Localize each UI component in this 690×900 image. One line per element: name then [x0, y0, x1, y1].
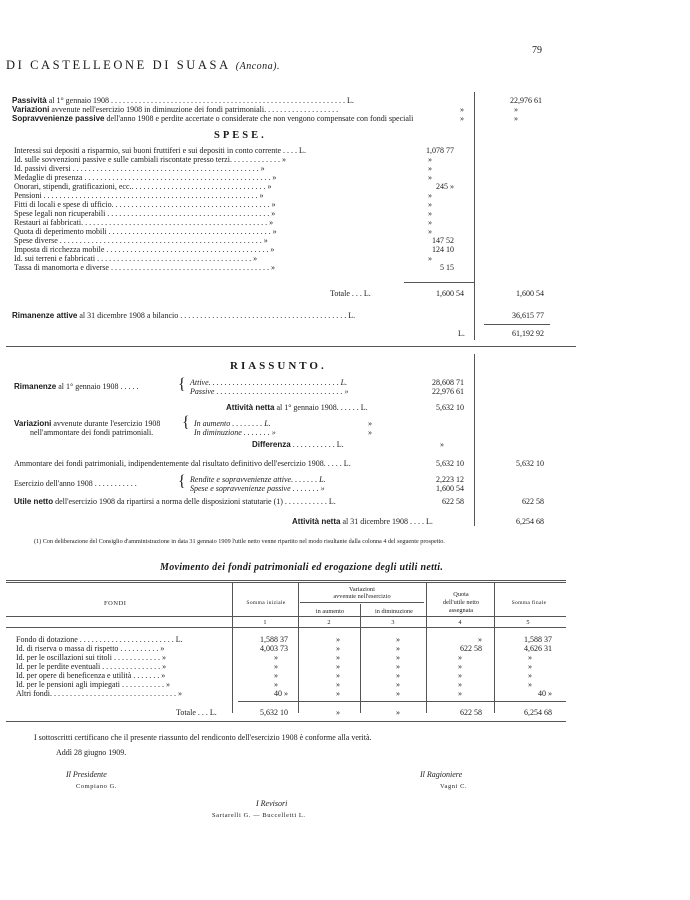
- th-variazioni: Variazioni: [349, 586, 375, 593]
- spese-row-value: 124 10: [432, 245, 454, 254]
- spese-totale-value: 1,600 54: [436, 289, 464, 298]
- table-rule-bottom: [6, 721, 566, 722]
- cell-c2: »: [336, 644, 340, 653]
- revisori-title: I Revisori: [256, 799, 288, 808]
- table-row: [16, 644, 566, 653]
- riass-passive-value: 22,976 61: [432, 387, 464, 396]
- header-title: DI CASTELLEONE DI SUASA: [6, 58, 231, 72]
- cell-c3: »: [396, 644, 400, 653]
- movimento-heading: Movimento dei fondi patrimoniali ed erogazione degli utili netti.: [160, 562, 444, 573]
- table-row: [16, 635, 566, 644]
- footnote: (1) Con deliberazione del Consiglio d'amministrazione in data 31 gennaio 1909 l'utile netto venne ripartito nel modo risultante dalla colonna 4 del seguente prospetto.: [34, 538, 445, 545]
- riass-variazioni-text2: nell'ammontare dei fondi patrimoniali.: [30, 428, 154, 437]
- th-in-aumento: in aumento: [315, 608, 345, 615]
- spese-row-label: Id. sui terreni e fabbricati . . . . . . . . . . . . . . . . . . . . . . . . . . . . . . . . . . . . . . . »: [14, 254, 258, 263]
- passivita-line: [12, 96, 354, 105]
- riass-variazioni-line: [14, 419, 160, 428]
- row-label: Id. per opere di beneficenza e utilità . . . . . . . »: [16, 671, 166, 680]
- row-label: Id. per le pensioni agli impiegati . . . . . . . . . . . »: [16, 680, 170, 689]
- spese-row: [14, 218, 476, 227]
- passivita-label: Passività: [12, 96, 47, 105]
- spese-row-value: »: [428, 164, 432, 173]
- cell-c4: 622 58: [460, 644, 482, 653]
- spese-row-value: 1,078 77: [426, 146, 454, 155]
- row-label: Id. per le perdite eventuali . . . . . . . . . . . . . . . »: [16, 662, 167, 671]
- th-quota-sub2: assegnata: [448, 607, 474, 614]
- cell-c4: »: [458, 671, 462, 680]
- sopravvenienze-mark: »: [460, 114, 464, 123]
- variazioni-text: avvenute nell'esercizio 1908 in diminuzione dei fondi patrimoniali. . . . . . . . . . . . . . . . . . .: [49, 105, 339, 114]
- riass-variazioni-text1: avvenute durante l'esercizio 1908: [51, 419, 161, 428]
- spese-row-value: 147 52: [432, 236, 454, 245]
- utile-netto-right: 622 58: [522, 497, 544, 506]
- spese-row-value: »: [428, 209, 432, 218]
- cell-c4: »: [458, 662, 462, 671]
- riass-diminuzione-label: In diminuzione . . . . . . . »: [194, 428, 276, 437]
- th-somma-iniziale: Somma iniziale: [246, 600, 286, 606]
- cell-c4: »: [458, 653, 462, 662]
- differenza-line: [252, 440, 344, 449]
- table-header-rule: [300, 602, 424, 603]
- rimanenze-attive-line: [12, 311, 355, 320]
- spese-row: [14, 200, 476, 209]
- attivita-netta-1-value: 5,632 10: [436, 403, 464, 412]
- spese-row-value: »: [428, 155, 432, 164]
- riass-aumento-label: In aumento . . . . . . . . L.: [194, 419, 271, 428]
- col-num: 4: [458, 619, 462, 626]
- attivita-netta-1-text: al 1° gennaio 1908. . . . . . L.: [274, 403, 368, 412]
- spese-row-value: »: [428, 227, 432, 236]
- rimanenze-attive-value: 36,615 77: [512, 311, 544, 320]
- spese-row-label: Fitti di locali e spese di ufficio. . . . . . . . . . . . . . . . . . . . . . . . . . . . . . . . . . . . . . . . »: [14, 200, 276, 209]
- riass-attive: [190, 378, 347, 387]
- cell-c5: »: [528, 653, 532, 662]
- section-divider: [6, 346, 576, 347]
- table-row: [16, 689, 566, 698]
- table-totale-c2: »: [336, 708, 340, 717]
- cell-c2: »: [336, 689, 340, 698]
- row-label: Id. di riserva o massa di rispetto . . . . . . . . . . »: [16, 644, 165, 653]
- cell-c3: »: [396, 635, 400, 644]
- th-quota-sub: dell'utile netto: [443, 599, 479, 606]
- spese-row-label: Pensioni . . . . . . . . . . . . . . . . . . . . . . . . . . . . . . . . . . . . . . . . . . . . . . . . . . . . . . »: [14, 191, 264, 200]
- utile-netto-line: [14, 497, 336, 506]
- total-rule: [484, 324, 550, 325]
- riass-passive-label: Passive . . . . . . . . . . . . . . . . . . . . . . . . . . . . . . . . »: [190, 387, 349, 396]
- passivita-text: al 1° gennaio 1908 . . . . . . . . . . . . . . . . . . . . . . . . . . . . . . . . . . . . . . . . . . . . . . . . . . . . . . . . . . . L.: [46, 96, 354, 105]
- col-num: 3: [391, 619, 395, 626]
- rimanenze-attive-text: al 31 dicembre 1908 a bilancio . . . . . . . . . . . . . . . . . . . . . . . . . . . . . . . . . . . . . . . . . . L.: [77, 311, 356, 320]
- cell-c1: »: [274, 680, 278, 689]
- table-rule: [6, 627, 566, 628]
- spese-row-label: Interessi sui depositi a risparmio, sui buoni fruttiferi e sui depositi in conto corrente . . . . L.: [14, 146, 306, 155]
- ragioniere-title: Il Ragioniere: [420, 770, 463, 779]
- subtotal-rule: [404, 282, 474, 283]
- cell-c1: »: [274, 662, 278, 671]
- cell-c5: »: [528, 662, 532, 671]
- spese-row: [14, 173, 476, 182]
- spese-row: [14, 209, 476, 218]
- table-row: [16, 653, 566, 662]
- differenza-value: »: [440, 440, 444, 449]
- movimento-table-body: [16, 635, 566, 698]
- cell-c2: »: [336, 653, 340, 662]
- esercizio-spese-label: Spese e sopravvenienze passive . . . . . . . »: [190, 484, 325, 493]
- th-quota: Quota: [453, 591, 469, 598]
- spese-row-value: 245 »: [436, 182, 454, 191]
- riass-diminuzione: [194, 428, 276, 437]
- attivita-netta-31-label: Attività netta: [292, 517, 341, 526]
- col-num: 1: [263, 619, 267, 626]
- spese-row: [14, 227, 476, 236]
- differenza-label: Differenza: [252, 440, 291, 449]
- cell-c2: »: [336, 662, 340, 671]
- table-rule-subtotal: [238, 701, 566, 702]
- table-rule: [6, 616, 566, 617]
- variazioni-value: »: [514, 105, 518, 114]
- spese-row-value: 5 15: [440, 263, 454, 272]
- spese-row: [14, 236, 476, 245]
- ammontare-right: 5,632 10: [516, 459, 544, 468]
- cell-c1: 1,588 37: [260, 635, 288, 644]
- cell-c4: »: [458, 689, 462, 698]
- cell-c2: »: [336, 671, 340, 680]
- riass-aumento-value: »: [368, 419, 372, 428]
- variazioni-line: [12, 105, 338, 114]
- cell-c1: »: [274, 671, 278, 680]
- spese-totale-label: Totale . . . L.: [330, 289, 371, 298]
- presidente-name: Compiano G.: [76, 783, 118, 790]
- spese-row-value: »: [428, 173, 432, 182]
- table-totale-c1: 5,632 10: [260, 708, 288, 717]
- brace-icon: {: [178, 473, 186, 490]
- sopravvenienze-label: Sopravvenienze passive: [12, 114, 105, 123]
- rimanenze-attive-label: Rimanenze attive: [12, 311, 78, 320]
- cell-c3: »: [396, 653, 400, 662]
- spese-row-label: Id. passivi diversi . . . . . . . . . . . . . . . . . . . . . . . . . . . . . . . . . . . . . . . . . . . . . . . »: [14, 164, 265, 173]
- sopravvenienze-line: [12, 114, 413, 123]
- riass-aumento: [194, 419, 271, 428]
- spese-row-label: Onorari, stipendi, gratificazioni, ecc.. . . . . . . . . . . . . . . . . . . . . . . . . . . . . . . . . . »: [14, 182, 272, 191]
- row-label: Fondo di dotazione . . . . . . . . . . . . . . . . . . . . . . . . L.: [16, 635, 183, 644]
- spese-row-label: Imposta di ricchezza mobile . . . . . . . . . . . . . . . . . . . . . . . . . . . . . . . . . . . . . . . . . »: [14, 245, 275, 254]
- riass-passive: [190, 387, 348, 396]
- cell-c5: »: [528, 671, 532, 680]
- th-in-diminuzione: in diminuzione: [375, 608, 413, 615]
- variazioni-label: Variazioni: [12, 105, 50, 114]
- spese-row-value: »: [428, 218, 432, 227]
- spese-list: [14, 146, 476, 272]
- cell-c5: 4,626 31: [524, 644, 552, 653]
- spese-row: [14, 263, 476, 272]
- grand-total-label: L.: [458, 329, 465, 338]
- spese-row: [14, 164, 476, 173]
- spese-row: [14, 245, 476, 254]
- cell-c3: »: [396, 671, 400, 680]
- esercizio-spese: [190, 484, 325, 493]
- column-rule: [474, 354, 475, 526]
- spese-row-value: »: [428, 254, 432, 263]
- table-rule-top: [6, 580, 566, 581]
- riass-rimanenze-text: al 1° gennaio 1908 . . . . .: [56, 382, 139, 391]
- esercizio-rendite-label: Rendite e sopravvenienze attive. . . . . . . L.: [190, 475, 326, 484]
- ammontare-text: Ammontare dei fondi patrimoniali, indipendentemente dal risultato definitivo dell'esercizio 1908. . . . . L.: [14, 459, 351, 468]
- spese-row-label: Medaglie di presenza . . . . . . . . . . . . . . . . . . . . . . . . . . . . . . . . . . . . . . . . . . . . . . . »: [14, 173, 277, 182]
- attivita-netta-31-line: [292, 517, 433, 526]
- spese-row-label: Id. sulle sovvenzioni passive e sulle cambiali riscontate presso terzi. . . . . . . . . . . . . »: [14, 155, 286, 164]
- spese-row-label: Spese legali non ricuperabili . . . . . . . . . . . . . . . . . . . . . . . . . . . . . . . . . . . . . . . . . »: [14, 209, 276, 218]
- riass-diminuzione-value: »: [368, 428, 372, 437]
- cell-c1: 4,003 73: [260, 644, 288, 653]
- spese-row: [14, 254, 476, 263]
- sopravvenienze-text: dell'anno 1908 e perdite accertate o considerate che non vengono compensate con fondi speciali: [104, 114, 414, 123]
- cell-c4: »: [478, 635, 482, 644]
- utile-netto-value: 622 58: [442, 497, 464, 506]
- cell-c5: »: [528, 680, 532, 689]
- spese-row-value: »: [428, 191, 432, 200]
- cell-c5: 1,588 37: [524, 635, 552, 644]
- table-row: [16, 671, 566, 680]
- spese-row: [14, 191, 476, 200]
- th-variazioni-sub: avvenute nell'esercizio: [333, 593, 391, 600]
- brace-icon: {: [178, 376, 186, 393]
- riass-rimanenze-line: [14, 382, 139, 391]
- table-rule-top: [6, 582, 566, 583]
- esercizio-rendite: [190, 475, 326, 484]
- riass-rimanenze-label: Rimanenze: [14, 382, 57, 391]
- closing-date: Addì 28 giugno 1909.: [56, 748, 127, 757]
- differenza-text: . . . . . . . . . . . L.: [290, 440, 344, 449]
- attivita-netta-31-value: 6,254 68: [516, 517, 544, 526]
- certification-text: I sottoscritti certificano che il presente riassunto del rendiconto dell'esercizio 1908 è conforme alla verità.: [34, 733, 372, 742]
- esercizio-text: Esercizio dell'anno 1908 . . . . . . . . . . .: [14, 479, 137, 488]
- spese-row-value: »: [428, 200, 432, 209]
- cell-c2: »: [336, 635, 340, 644]
- spese-row: [14, 146, 476, 155]
- table-row: [16, 680, 566, 689]
- cell-c3: »: [396, 662, 400, 671]
- attivita-netta-1-line: [226, 403, 368, 412]
- row-label: Id. per le oscillazioni sui titoli . . . . . . . . . . . . »: [16, 653, 166, 662]
- riassunto-heading: RIASSUNTO.: [230, 360, 327, 372]
- th-somma-finale: Somma finale: [511, 600, 547, 606]
- cell-c4: »: [458, 680, 462, 689]
- ragioniere-name: Vagni C.: [440, 783, 468, 790]
- table-totale-label: Totale . . . L.: [176, 708, 217, 717]
- utile-netto-text: dell'esercizio 1908 da ripartirsi a norma delle disposizioni statutarie (1) . . . . . . . . . . . L.: [53, 497, 336, 506]
- cell-c2: »: [336, 680, 340, 689]
- spese-row: [14, 182, 476, 191]
- riass-variazioni-label: Variazioni: [14, 419, 52, 428]
- passivita-value: 22,976 61: [510, 96, 542, 105]
- row-label: Altri fondi. . . . . . . . . . . . . . . . . . . . . . . . . . . . . . . . »: [16, 689, 182, 698]
- spese-row-label: Restauri ai fabbricati. . . . . . . . . . . . . . . . . . . . . . . . . . . . . . . . . . . . . . . . . . . . . . . »: [14, 218, 274, 227]
- attivita-netta-31-text: al 31 dicembre 1908 . . . . L.: [340, 517, 433, 526]
- table-row: [16, 662, 566, 671]
- utile-netto-label: Utile netto: [14, 497, 54, 506]
- spese-row-label: Tassa di manomorta e diverse . . . . . . . . . . . . . . . . . . . . . . . . . . . . . . . . . . . . . . . . »: [14, 263, 275, 272]
- page-header: [6, 58, 280, 72]
- grand-total-value: 61,192 92: [512, 329, 544, 338]
- ammontare-value: 5,632 10: [436, 459, 464, 468]
- riass-attive-value: 28,608 71: [432, 378, 464, 387]
- riass-attive-label: Attive. . . . . . . . . . . . . . . . . . . . . . . . . . . . . . . . . L.: [190, 378, 348, 387]
- cell-c1: »: [274, 653, 278, 662]
- spese-row: [14, 155, 476, 164]
- variazioni-mark: »: [460, 105, 464, 114]
- spese-totale-right: 1,600 54: [516, 289, 544, 298]
- table-totale-c3: »: [396, 708, 400, 717]
- attivita-netta-1-label: Attività netta: [226, 403, 275, 412]
- revisori-names: Sartarelli G. — Buccelletti L.: [212, 812, 306, 819]
- th-fondi: FONDI: [104, 600, 127, 607]
- spese-heading: SPESE.: [214, 130, 267, 141]
- spese-row-label: Spese diverse . . . . . . . . . . . . . . . . . . . . . . . . . . . . . . . . . . . . . . . . . . . . . . . . . . . »: [14, 236, 268, 245]
- esercizio-spese-value: 1,600 54: [436, 484, 464, 493]
- page-number: 79: [532, 45, 542, 56]
- table-totale-c4: 622 58: [460, 708, 482, 717]
- cell-c1: 40 »: [274, 689, 288, 698]
- sopravvenienze-value: »: [514, 114, 518, 123]
- cell-c3: »: [396, 689, 400, 698]
- presidente-title: Il Presidente: [66, 770, 107, 779]
- col-num: 5: [526, 619, 530, 626]
- header-province: (Ancona).: [235, 61, 280, 72]
- brace-icon: {: [182, 414, 190, 431]
- esercizio-rendite-value: 2,223 12: [436, 475, 464, 484]
- spese-row-label: Quota di deperimento mobili . . . . . . . . . . . . . . . . . . . . . . . . . . . . . . . . . . . . . . . . . »: [14, 227, 277, 236]
- table-totale-c5: 6,254 68: [524, 708, 552, 717]
- cell-c3: »: [396, 680, 400, 689]
- col-num: 2: [327, 619, 331, 626]
- cell-c5: 40 »: [538, 689, 552, 698]
